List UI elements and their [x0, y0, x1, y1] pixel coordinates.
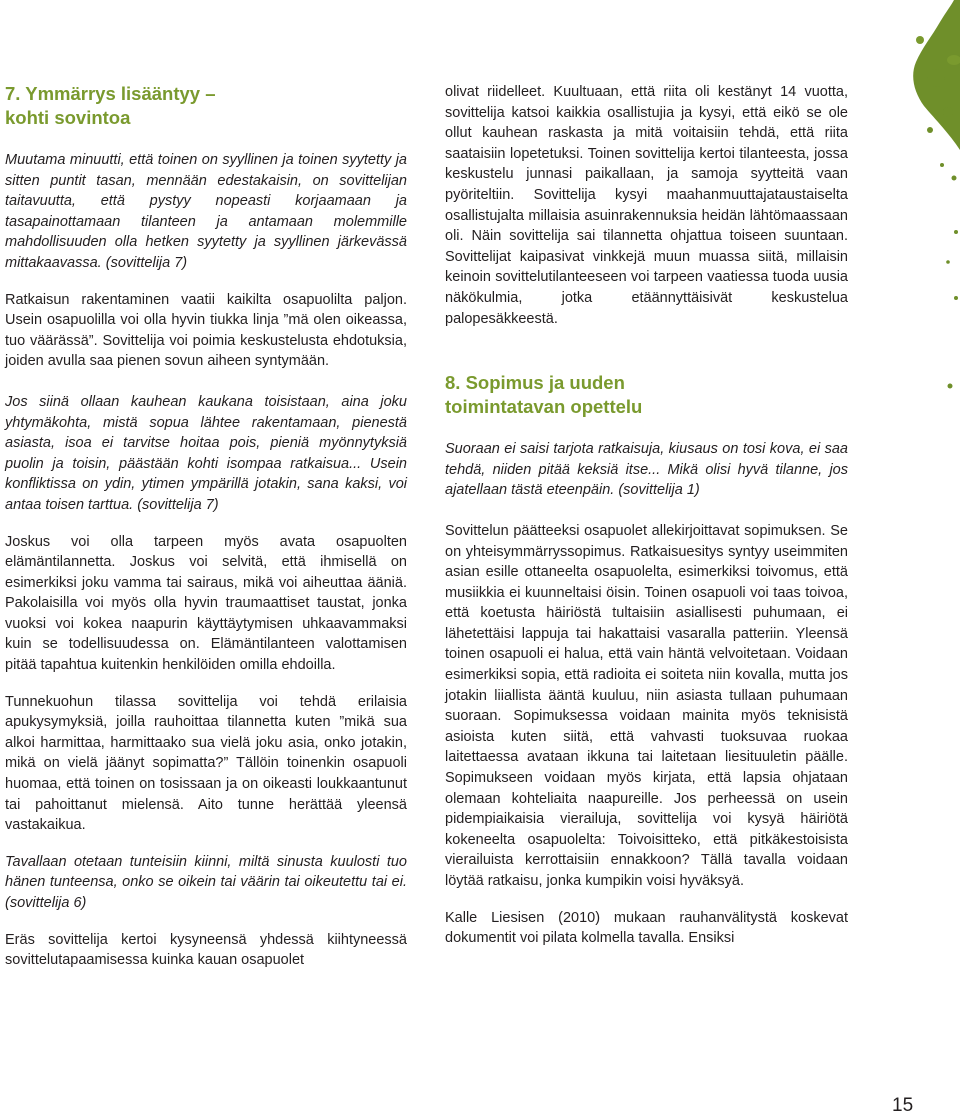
body-paragraph: Eräs sovittelija kertoi kysyneensä yhdessä kiihtyneessä sovittelutapaamisessa kuinka kauan osapuolet — [5, 931, 407, 969]
body-paragraph: olivat riidelleet. Kuultuaan, että riita oli kestänyt 14 vuotta, sovittelija katsoi kaikkia osallistujia ja kysyi, että eikö se ole ollut kauhean raskasta ja mitä voitaisiin tehdä, että riita saataisiin lopetetuksi. Toinen sovittelija kertoi tilanteesta, jossa keskustelu junnasi paikallaan, ja samoja syytteitä vaan pyöriteltiin. Sovittelija kysyi maahanmuuttajataustaiselta osallistujalta millaisia asuinrakennuksia heidän lähtömaassaan oli. Näin sovittelija sai tilannetta ohjattua toiseen suuntaan. Sovittelijat kaipasivat vinkkejä muun muassa siitä, millaisin keinoin sovittelutilanteeseen voi tarpeen vaatiessa tuoda uusia näkökulmia, jotka etäännyttäisivät keskustelua palopesäkkeestä. — [445, 84, 848, 327]
body-paragraph: Joskus voi olla tarpeen myös avata osapuolten elämäntilannetta. Joskus voi selvitä, että ihmisellä on esimerkiksi joku vamma tai sairaus, mikä voi aiheuttaa ääniä. Pakolaisilla voi myös olla hyvin traumaattiset taustat, jonka vuoksi voi kokea naapurin käyttäytymisen uhkaavammaksi kuin se todellisuudessa on. Elämäntilanteen valottamisen pitää tapahtua kuitenkin henkilöiden omilla ehdoilla. — [5, 533, 407, 674]
page-number: 15 — [892, 1095, 914, 1116]
green-paint-splash-icon — [850, 0, 960, 400]
body-paragraph: Kalle Liesisen (2010) mukaan rauhanvälitystä koskevat dokumentit voi pilata kolmella tavalla. Ensiksi — [445, 909, 848, 947]
section-7-heading-line2: kohti sovintoa — [5, 107, 131, 128]
quote-paragraph: Tavallaan otetaan tunteisiin kiinni, miltä sinusta kuulosti tuo hänen tunteensa, onko se oikein tai väärin tai oikeutettu tai ei. (sovittelija 6) — [5, 853, 407, 911]
section-7-heading — [5, 82, 407, 130]
section-8-heading-line2: toimintatavan opettelu — [445, 396, 643, 418]
body-paragraph: Ratkaisun rakentaminen vaatii kaikilta osapuolilta paljon. Usein osapuolilla voi olla hyvin tiukka linja ”mä olen oikeassa, tuo väärässä”. Sovittelija voi poimia keskustelusta ehdotuksia, joiden avulla saa pienen sovun aiheen syntymään. — [5, 291, 407, 370]
right-column — [445, 82, 848, 949]
quote-paragraph: Suoraan ei saisi tarjota ratkaisuja, kiusaus on tosi kova, ei saa tehdä, niiden pitää keksiä itse... Mikä olisi hyvä tilanne, jos ajatellaan tästä eteenpäin. (sovittelija 1) — [445, 441, 848, 499]
left-column — [5, 82, 407, 971]
section-8-heading-line1: 8. Sopimus ja uuden — [445, 372, 625, 394]
section-7-heading-line1: 7. Ymmärrys lisääntyy – — [5, 83, 216, 104]
section-8-heading — [445, 371, 848, 419]
body-paragraph: Tunnekuohun tilassa sovittelija voi tehdä erilaisia apukysymyksiä, joilla rauhoittaa tilannetta kuten ”mikä sua alkoi harmittaa, harmittaako sua vielä joku asia, onko jotakin, mikä on vielä jäänyt sopimatta?” Tällöin toinenkin osapuoli huomaa, että toinen on tosissaan ja on oikeasti loukkaantunut tai pahoittanut mielensä. Aito tunne herättää yleensä vastakaikua. — [5, 693, 407, 834]
quote-paragraph: Jos siinä ollaan kauhean kaukana toisistaan, aina joku yhtymäkohta, mistä sopua lähtee rakentamaan, pienestä asiasta, isoa ei tarvitse hoitaa pois, pieniä myönnytyksiä puolin ja toisin, päästään kohti isompaa ratkaisua... Usein konfliktissa on ydin, ytimen ympärillä jotakin, sana kaksi, voi antaa toisen tarttua. (sovittelija 7) — [5, 393, 407, 513]
body-paragraph: Sovittelun päätteeksi osapuolet allekirjoittavat sopimuksen. Se on yhteisymmärryssopimus. Ratkaisuesitys syntyy useimmiten asian esille ottaneelta osapuolelta, esimerkiksi toivomus, että musiikkia ei kuunneltaisi öisin. Toinen osapuoli voi taas toivoa, että koetusta häiriöstä tultaisiin asiallisesti puhumaan, ei lähetettäisi lappuja tai hakattaisi vasaralla patteriin. Yleensä toinen osapuoli ei halua, että vain häntä velvoitetaan. Voidaan esimerkiksi sopia, että radioita ei soiteta niin kovalla, mutta jos jotakin liiallista ääntä kuuluu, niin asiasta tullaan puhumaan suoraan. Sopimuksessa voidaan mainita myös teknisistä asioista kuten siitä, että vahvasti tuoksuvaa ruokaa laitettaessa avataan ikkuna tai laitetaan liesituuletin päälle. Sopimukseen voidaan myös kirjata, että lapsia ohjataan olemaan kohteliaita naapureille. Jos perheessä on usein pidempiaikaisia vierailuja, sovittelija voi kysyä häiriötä kokeneelta osapuolelta: Toivoisitteko, että pitkäkestoisista vierailuista kerrottaisiin ennakkoon? Tällä tavalla voidaan löytää ratkaisu, jonka kumpikin voisi hyväksyä. — [445, 522, 848, 889]
quote-paragraph: Muutama minuutti, että toinen on syyllinen ja toinen syytetty ja sitten puntit tasan, mennään edestakaisin, on sovittelijan taitavuutta, että pystyy nopeasti korjaamaan ja tasapainottamaan tilanteen ja antamaan molemmille mahdollisuuden olla hetken syytetty ja syyllinen järkevässä mittakaavassa. (sovittelija 7) — [5, 152, 407, 271]
